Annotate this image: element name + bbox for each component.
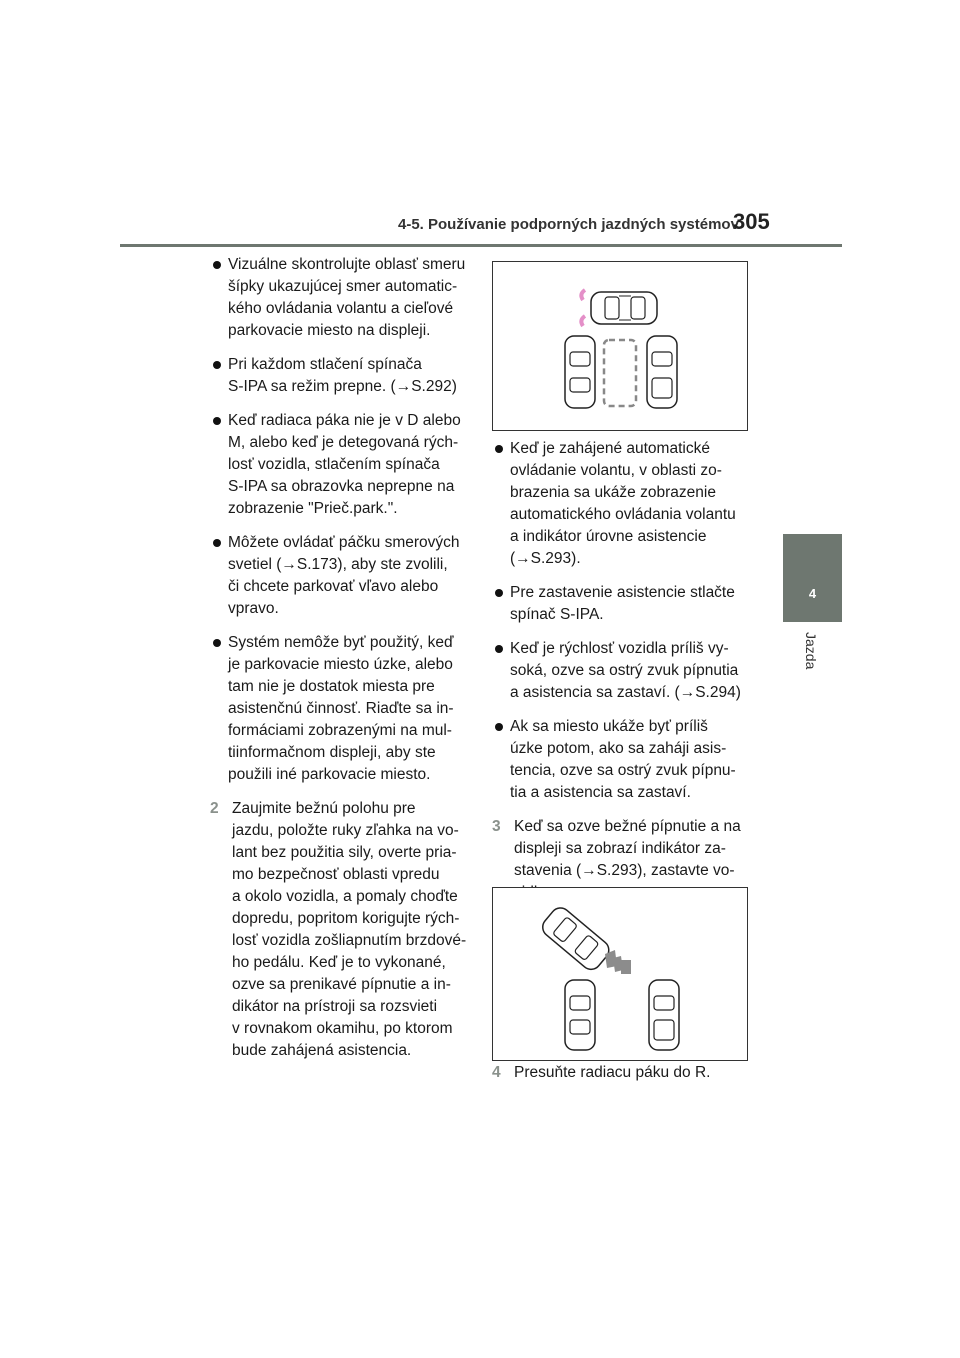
right-column bbox=[492, 438, 760, 916]
bullet-steering-start: Keď je zahájené automatické ovládanie volantu, v oblasti zo- brazenia sa ukáže zobrazenie automatického ovládania volantu a indikátor úrovne asistencie (→S.293). bbox=[492, 438, 760, 570]
parked-car-right-icon bbox=[649, 980, 679, 1050]
bullet-mode-switch: Pri každom stlačení spínača S-IPA sa režim prepne. (→S.292) bbox=[210, 354, 478, 398]
page-number: 305 bbox=[733, 209, 770, 234]
parked-car-left-icon bbox=[565, 980, 595, 1050]
step-text: Zaujmite bežnú polohu pre jazdu, položte ruky zľahka na vo- lant bez použitia sily, overte pria- mo bezpečnosť oblasti vpredu a okolo vozidla, a pomaly choďte dopredu, popritom korigujte rých- losť vozidla zošliapnutím brzdové- ho pedálu. Keď je to vykonané, ozve sa prenikavé pípnutie a in- dikátor na prístroji sa rozsvieti v rovnakom okamihu, po ktorom bude zahájená asistencia. bbox=[232, 800, 467, 1059]
bullet-narrow-space: Systém nemôže byť použitý, keď je parkovacie miesto úzke, alebo tam nie je dostatok miesta pre asistenčnú činnosť. Riaďte sa in- formáciami zobrazenými na mul- tiinformačnom displeji, aby ste použili iné parkovacie miesto. bbox=[210, 632, 478, 786]
step-text: Presuňte radiacu páku do R. bbox=[514, 1064, 711, 1081]
angled-car-icon bbox=[539, 904, 613, 974]
bullet-gear-not-d: Keď radiaca páka nie je v D alebo M, alebo keď je detegovaná rých- losť vozidla, stlačením spínača S-IPA sa obrazovka neprepne na zobrazenie "Prieč.park.". bbox=[210, 410, 478, 520]
parked-car-left-icon bbox=[565, 336, 595, 408]
bullet-stop-assist: Pre zastavenie asistencie stlačte spínač S-IPA. bbox=[492, 582, 760, 626]
motion-arrows-icon bbox=[605, 950, 631, 974]
target-parking-space bbox=[604, 340, 636, 406]
left-column bbox=[210, 254, 478, 1074]
figure-perpendicular-parking bbox=[492, 261, 748, 431]
parking-illustration-2 bbox=[493, 888, 747, 1060]
parked-car-right-icon bbox=[647, 336, 677, 408]
step-2 bbox=[210, 798, 478, 1062]
moving-car-icon bbox=[591, 292, 657, 324]
step-number: 4 bbox=[492, 1064, 501, 1081]
chapter-tab bbox=[783, 534, 842, 622]
chapter-number: 4 bbox=[808, 586, 817, 601]
step-number: 3 bbox=[492, 818, 501, 835]
step-4 bbox=[492, 1062, 760, 1084]
bullet-space-too-narrow: Ak sa miesto ukáže byť príliš úzke potom, ako sa zaháji asis- tencia, ozve sa ostrý zvuk pípnu- tia a asistencia sa zastaví. bbox=[492, 716, 760, 804]
turn-signal-indicator-icon bbox=[581, 290, 585, 326]
chapter-label: Jazda bbox=[803, 632, 819, 670]
bullet-speed-too-high: Keď je rýchlosť vozidla príliš vy- soká, ozve sa ostrý zvuk pípnutia a asistencia sa zastaví. (→S.294) bbox=[492, 638, 760, 704]
step-text: Keď sa ozve bežné pípnutie a na displeji sa zobrazí indikátor za- stavenia (→S.293), zastavte vo- bbox=[514, 818, 741, 879]
header-rule bbox=[120, 244, 842, 247]
header-section-title: 4-5. Používanie podporných jazdných systémov bbox=[398, 216, 739, 233]
bullet-turn-signal: Môžete ovládať páčku smerových svetiel (→S.173), aby ste zvolili, či chcete parkovať vľavo alebo vpravo. bbox=[210, 532, 478, 620]
bullet-visual-check: Vizuálne skontrolujte oblasť smeru šípky ukazujúcej smer automatic- kého ovládania volantu a cieľové parkovacie miesto na displeji. bbox=[210, 254, 478, 342]
step-number: 2 bbox=[210, 800, 219, 817]
figure-stop-vehicle bbox=[492, 887, 748, 1061]
right-column-bottom bbox=[492, 1062, 760, 1096]
parking-illustration-1 bbox=[493, 262, 747, 430]
